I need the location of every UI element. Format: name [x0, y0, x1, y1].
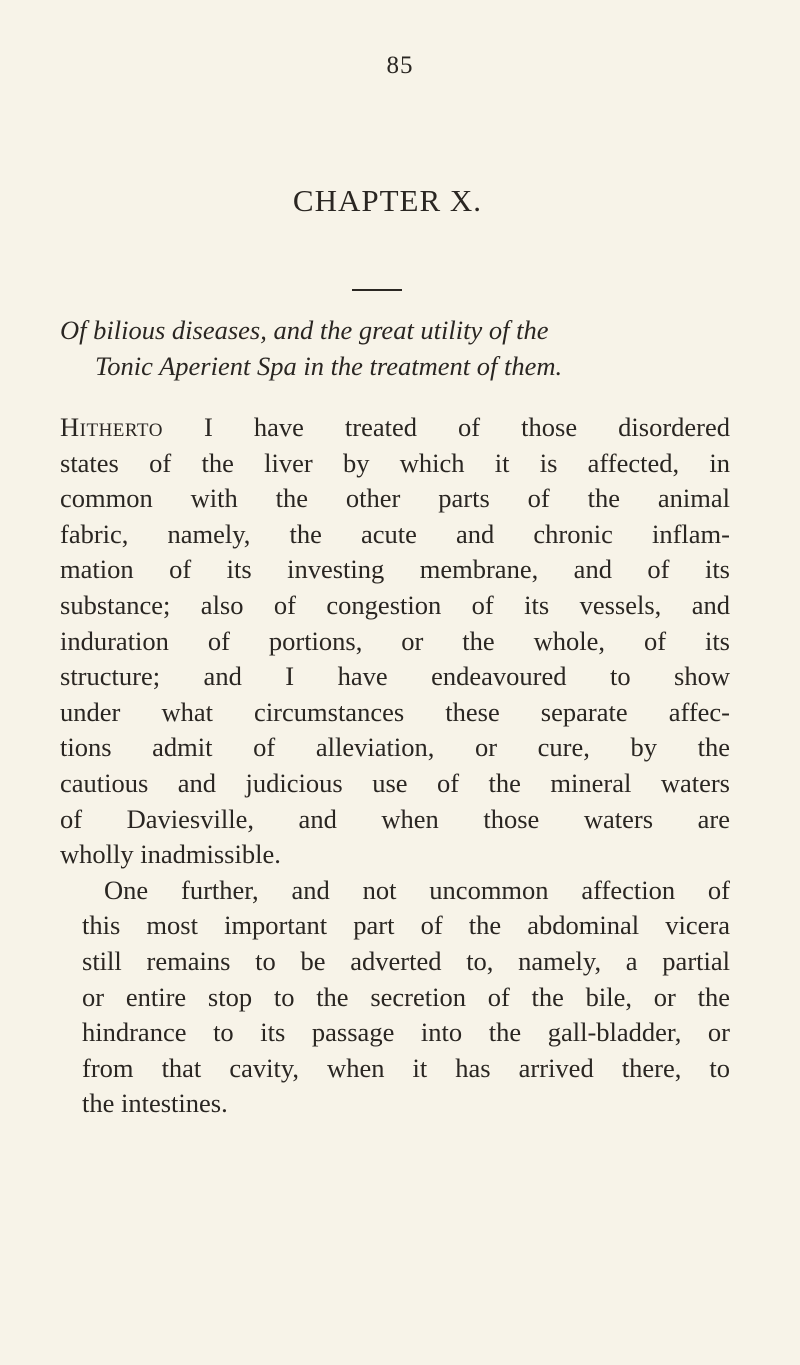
page-number: 85: [386, 52, 414, 79]
paragraph-1-line: cautious and judicious use of the mineral waters: [60, 767, 730, 798]
paragraph-1-line: mation of its investing membrane, and of its: [60, 554, 730, 585]
paragraph-2-line: from that cavity, when it has arrived there, to: [82, 1052, 730, 1083]
paragraph-1-line: structure; and I have endeavoured to show: [60, 661, 730, 692]
paragraph-1-line-1-text: I have treated of those disordered: [162, 412, 730, 442]
paragraph-1-line: of Daviesville, and when those waters are: [60, 803, 730, 834]
paragraph-1-line: tions admit of alleviation, or cure, by the: [60, 732, 730, 763]
heading-rule: [352, 289, 402, 291]
subtitle-line-1: Of bilious diseases, and the great utility of the: [60, 315, 549, 345]
paragraph-2-line: or entire stop to the secretion of the bile, or the: [82, 981, 730, 1012]
paragraph-2-line: the intestines.: [82, 1088, 228, 1119]
paragraph-1-line: [60, 410, 730, 446]
paragraph-2-line: hindrance to its passage into the gall-bladder, or: [82, 1017, 730, 1048]
paragraph-2: [60, 873, 730, 1122]
subtitle-line-2: Tonic Aperient Spa in the treatment of them.: [95, 351, 563, 381]
paragraph-lead-word: Hitherto: [60, 412, 163, 442]
paragraph-1-line: induration of portions, or the whole, of its: [60, 625, 730, 656]
chapter-heading: CHAPTER X.: [292, 183, 483, 218]
paragraph-2-line: this most important part of the abdominal vicera: [82, 910, 730, 941]
paragraph-1-line: substance; also of congestion of its vessels, and: [60, 589, 730, 620]
chapter-subtitle: [60, 312, 760, 384]
paragraph-1-line: fabric, namely, the acute and chronic inflam-: [60, 518, 730, 549]
paragraph-1-line: under what circumstances these separate affec-: [60, 696, 730, 727]
paragraph-2-line: One further, and not uncommon affection of: [104, 874, 730, 905]
paragraph-2-line: still remains to be adverted to, namely, a partial: [82, 945, 730, 976]
paragraph-1-line: wholly inadmissible.: [60, 839, 281, 870]
paragraph-1-line: states of the liver by which it is affected, in: [60, 447, 730, 478]
paragraph-1: [60, 410, 730, 873]
body-text: [60, 410, 730, 1122]
paragraph-1-line: common with the other parts of the animal: [60, 483, 730, 514]
